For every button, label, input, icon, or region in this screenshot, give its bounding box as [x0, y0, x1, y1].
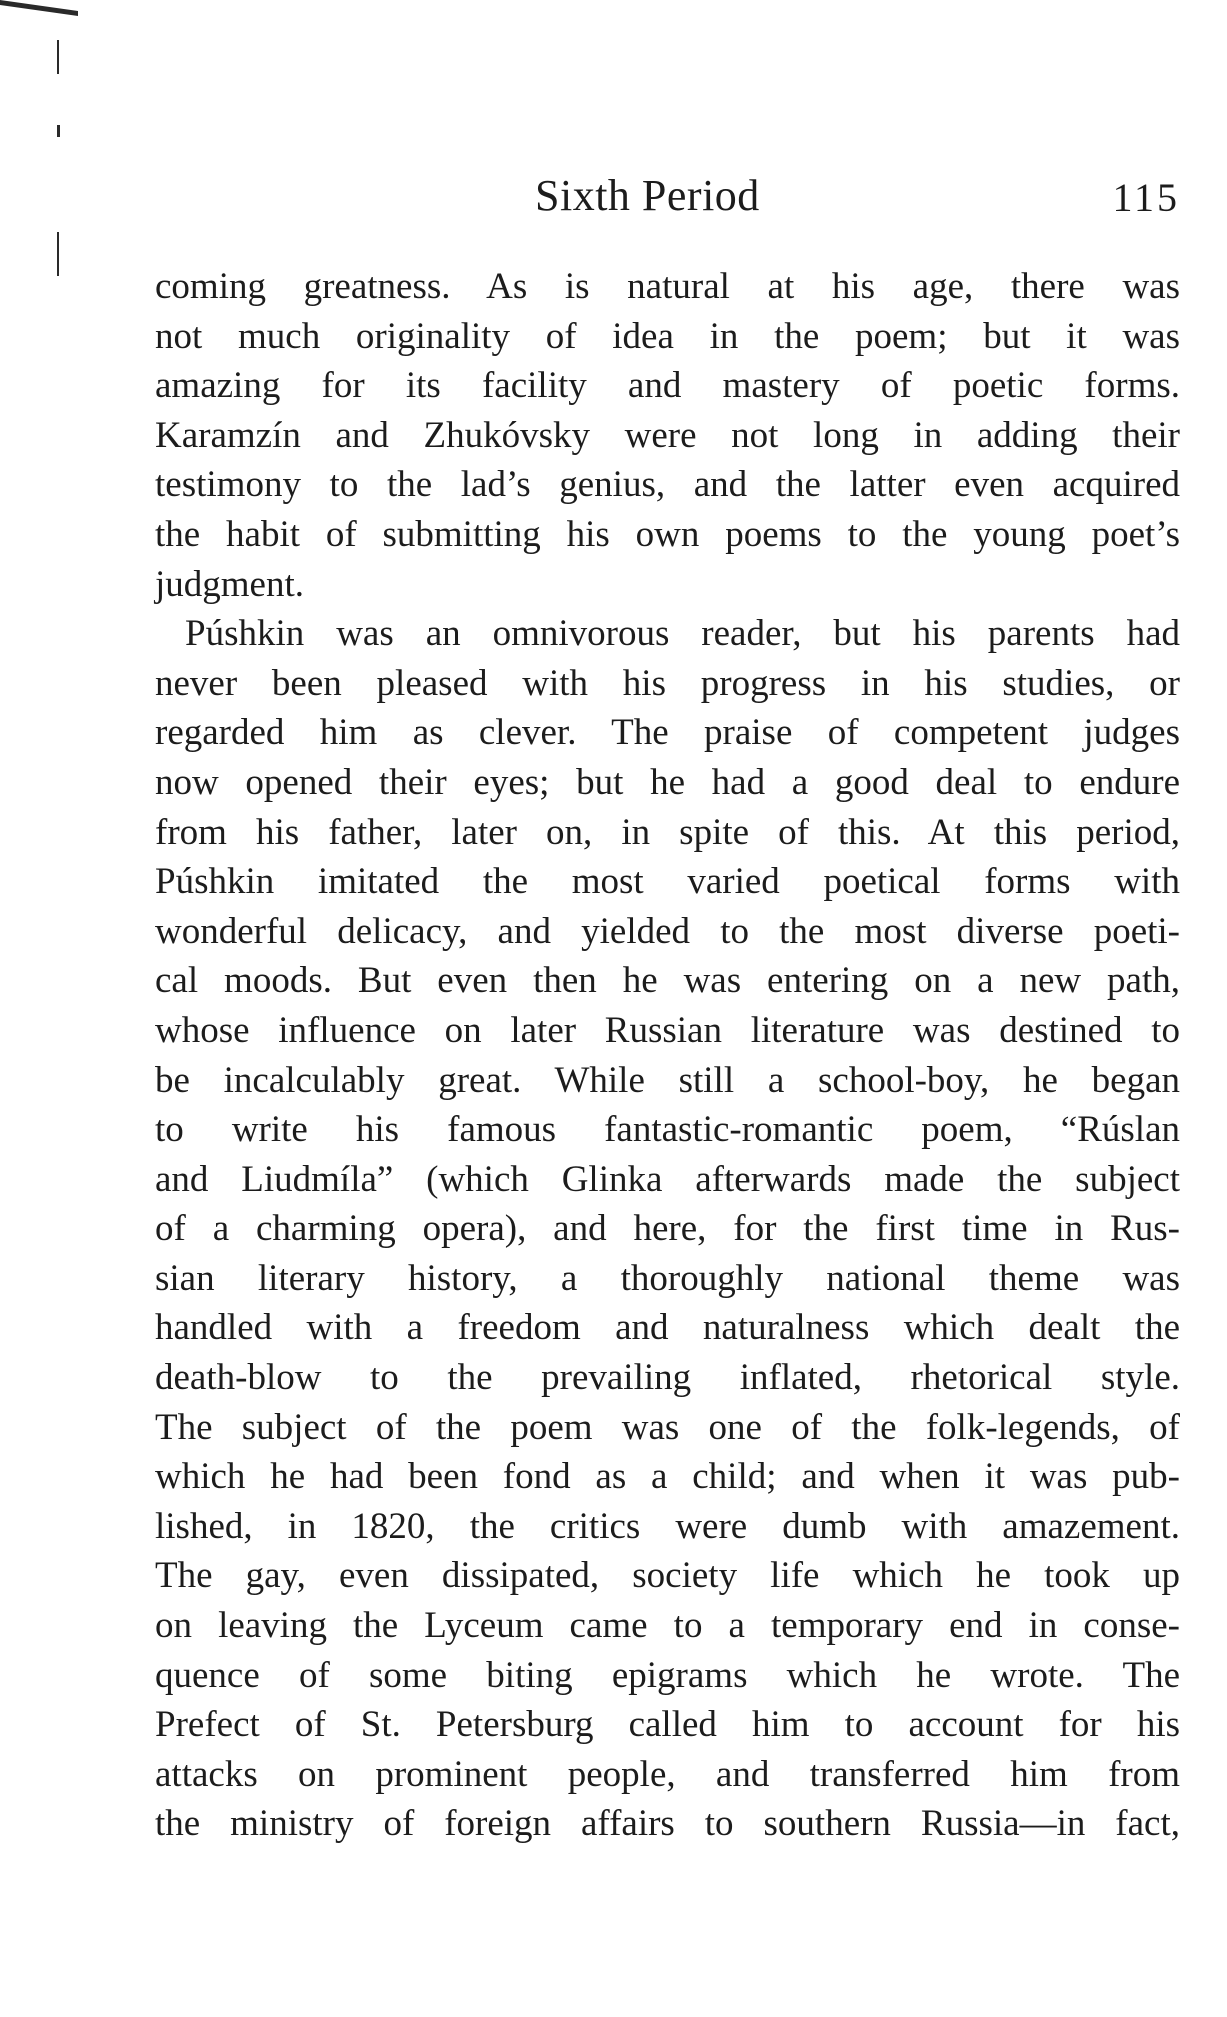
text-line: testimony to the lad’s genius, and the latter even acquired — [155, 464, 1180, 506]
scan-mark-edge — [57, 125, 60, 137]
text-line: from his father, later on, in spite of this. At this period, — [155, 811, 1180, 853]
text-line: death-blow to the prevailing inflated, rhetorical style. — [155, 1357, 1180, 1399]
scan-mark-edge — [57, 40, 59, 74]
text-line: and Liudmíla” (which Glinka afterwards made the subject — [155, 1158, 1180, 1200]
text-line: now opened their eyes; but he had a good deal to endure — [155, 761, 1180, 803]
text-line: not much originality of idea in the poem; but it was — [155, 315, 1180, 357]
text-line: judgment. — [155, 563, 305, 605]
text-line: The subject of the poem was one of the folk-legends, of — [155, 1406, 1180, 1448]
text-line: never been pleased with his progress in his studies, or — [155, 662, 1180, 704]
text-line: Prefect of St. Petersburg called him to account for his — [155, 1704, 1180, 1746]
scan-mark-edge — [57, 232, 59, 276]
text-line: on leaving the Lyceum came to a temporary end in conse- — [155, 1605, 1180, 1647]
text-line: wonderful delicacy, and yielded to the most diverse poeti- — [155, 910, 1180, 952]
text-line: lished, in 1820, the critics were dumb with amazement. — [155, 1505, 1180, 1547]
text-line: of a charming opera), and here, for the first time in Rus- — [155, 1208, 1180, 1250]
text-line: sian literary history, a thoroughly national theme was — [155, 1257, 1180, 1299]
text-line: which he had been fond as a child; and when it was pub- — [155, 1456, 1180, 1498]
text-line: handled with a freedom and naturalness which dealt the — [155, 1307, 1180, 1349]
text-line: amazing for its facility and mastery of poetic forms. — [155, 365, 1180, 407]
text-line: Púshkin was an omnivorous reader, but his parents had — [185, 613, 1180, 655]
text-line: cal moods. But even then he was entering on a new path, — [155, 960, 1180, 1002]
text-line: to write his famous fantastic-romantic poem, “Rúslan — [155, 1109, 1180, 1151]
text-line: attacks on prominent people, and transferred him from — [155, 1753, 1180, 1795]
text-line: whose influence on later Russian literature was destined to — [155, 1009, 1180, 1051]
text-line: regarded him as clever. The praise of competent judges — [155, 712, 1180, 754]
body-text — [155, 262, 1180, 1849]
text-line: coming greatness. As is natural at his age, there was — [155, 266, 1180, 307]
scan-mark-corner — [0, 0, 78, 16]
text-line: The gay, even dissipated, society life which he took up — [155, 1555, 1180, 1597]
running-head: Sixth Period — [535, 171, 760, 220]
text-line: Karamzín and Zhukóvsky were not long in adding their — [155, 414, 1180, 456]
text-line: the habit of submitting his own poems to the young poet’s — [155, 513, 1180, 555]
text-line: Púshkin imitated the most varied poetical forms with — [155, 861, 1180, 903]
page-header — [155, 170, 1180, 230]
text-line: be incalculably great. While still a school-boy, he began — [155, 1059, 1180, 1101]
text-line: the ministry of foreign affairs to southern Russia—in fact, — [155, 1803, 1180, 1845]
text-line: quence of some biting epigrams which he wrote. The — [155, 1654, 1180, 1696]
page-number: 115 — [1112, 175, 1180, 220]
